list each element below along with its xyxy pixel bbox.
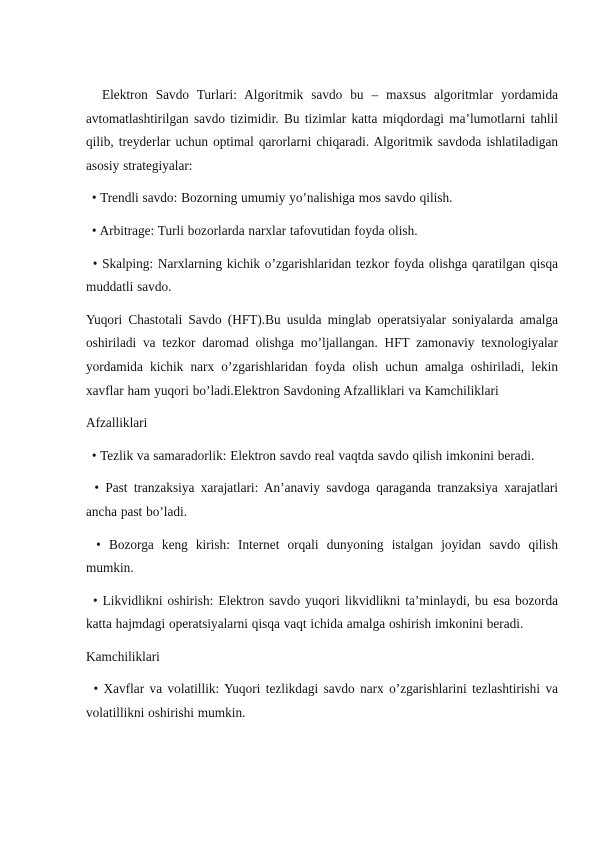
- bullet-speed: • Tezlik va samaradorlik: Elektron savdo real vaqtda savdo qilish imkonini beradi.: [88, 447, 535, 463]
- bullet-liquidity: • Likvidlikni oshirish: Elektron savdo yuqori likvidlikni ta’minlaydi, bu esa bozorda katta hajmdagi operatsiyalarni qisqa vaqt ichida amalga oshirish imkonini beradi.: [86, 592, 562, 632]
- bullet-trend-trading: • Trendli savdo: Bozorning umumiy yo’nalishiga mos savdo qilish.: [88, 190, 453, 206]
- bullet-market-access: • Bozorga keng kirish: Internet orqali dunyoning istalgan joyidan savdo qilish mumkin.: [86, 536, 562, 576]
- hft-paragraph: Yuqori Chastotali Savdo (HFT).Bu usulda minglab operatsiyalar soniyalarda amalga oshiriladi va tezkor daromad olishga mo’ljallangan. HFT zamonaviy texnologiyalar yordamida kichik narx o’zgarishlaridan foyda olish uchun amalga oshiriladi, lekin xavflar ham yuqori bo’ladi.Elektron Savdoning Afzalliklari va Kamchiliklari: [86, 311, 558, 398]
- bullet-scalping: • Skalping: Narxlarning kichik o’zgarishlaridan tezkor foyda olishga qaratilgan qisqa muddatli savdo.: [86, 255, 562, 295]
- document-page: [86, 83, 562, 734]
- advantages-heading: Afzalliklari: [86, 415, 148, 431]
- bullet-risks-volatility: • Xavflar va volatillik: Yuqori tezlikdagi savdo narx o’zgarishlarini tezlashtirishi va volatillikni oshirishi mumkin.: [86, 681, 562, 721]
- disadvantages-heading: Kamchiliklari: [86, 648, 160, 664]
- bullet-low-costs: • Past tranzaksiya xarajatlari: An’anaviy savdoga qaraganda tranzaksiya xarajatlari ancha past bo’ladi.: [86, 480, 562, 519]
- bullet-arbitrage: • Arbitrage: Turli bozorlarda narxlar tafovutidan foyda olish.: [88, 222, 418, 238]
- intro-paragraph: Elektron Savdo Turlari: Algoritmik savdo bu – maxsus algoritmlar yordamida avtomatlashtirilgan savdo tizimidir. Bu tizimlar katta miqdordagi ma’lumotlarni tahlil qilib, treyderlar uchun optimal qarorlarni chiqaradi. Algoritmik savdoda ishlatiladigan asosiy strategiyalar:: [86, 87, 562, 173]
